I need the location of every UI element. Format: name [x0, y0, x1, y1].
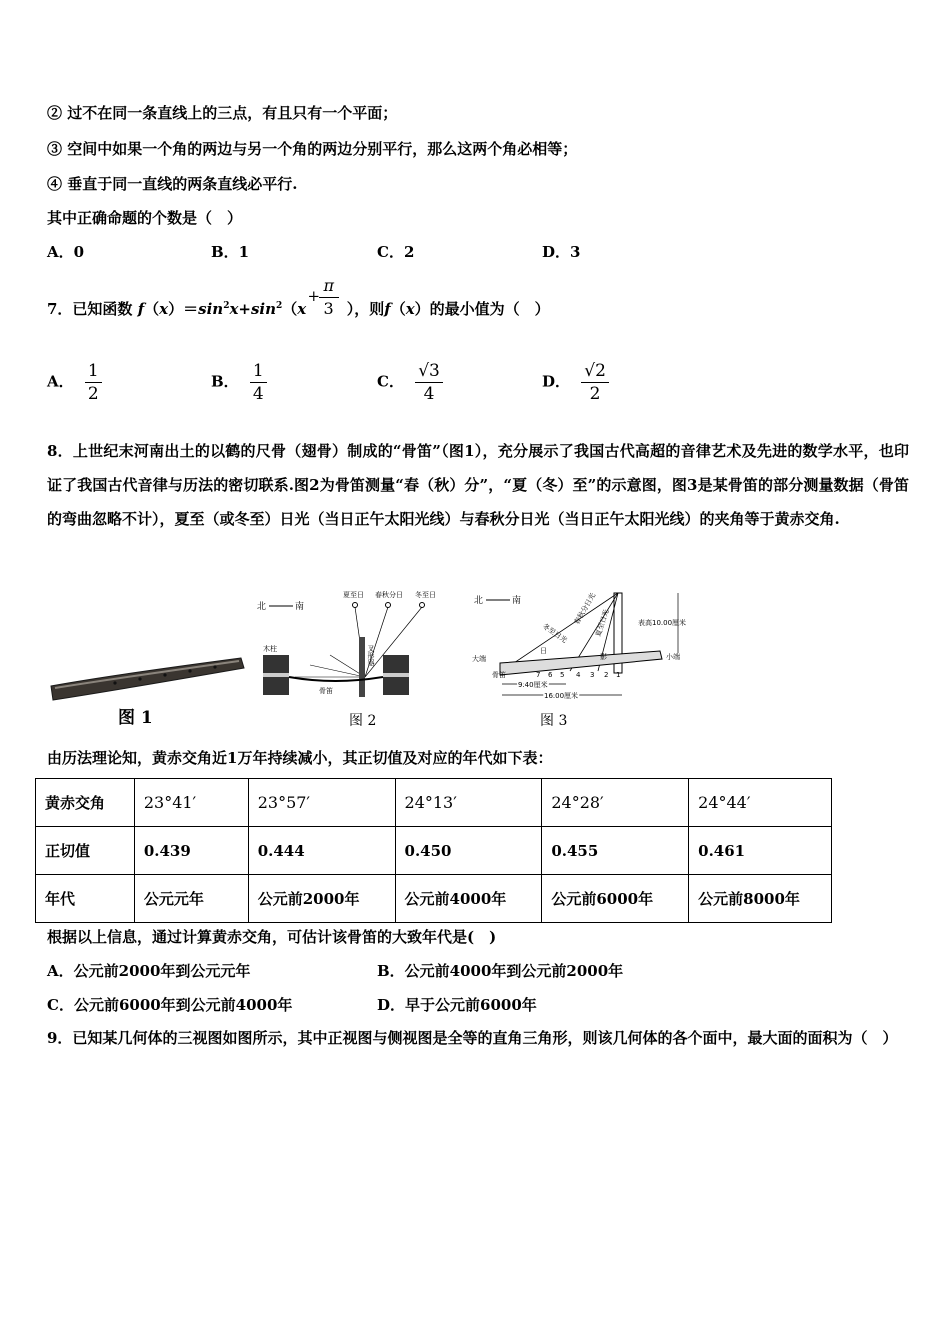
fig2-post-label: 木柱 — [263, 645, 277, 653]
row-header-angle: 黄赤交角 — [36, 779, 135, 827]
q7-option-c[interactable]: C． $\frac{√3}{4}$ — [377, 360, 443, 405]
angle-cell: 23°57′ — [248, 779, 395, 827]
q8-option-d[interactable]: D．早于公元前6000年 — [377, 996, 537, 1014]
era-cell: 公元前2000年 — [248, 875, 395, 923]
fig3-length-1: 9.40厘米 — [518, 681, 548, 689]
q7-option-a[interactable]: A． $\frac{1}{2}$ — [47, 360, 102, 405]
fraction: $\frac{√2}{2}$ — [581, 360, 609, 405]
fig3-equinox-light: 春秋分日光 — [572, 591, 598, 626]
table-row — [36, 779, 832, 827]
q8-option-a[interactable]: A．公元前2000年到公元元年 — [47, 962, 251, 980]
tangent-cell: 0.450 — [395, 827, 542, 875]
figure-3-diagram — [470, 585, 715, 700]
q8-option-b[interactable]: B．公元前4000年到公元前2000年 — [377, 962, 624, 980]
fig2-winter-label: 冬至日 — [415, 591, 436, 599]
fig3-hole-1: 1 — [616, 671, 621, 679]
fig2-south-label: 南 — [295, 602, 305, 612]
question-9-text: 9．已知某几何体的三视图如图所示，其中正视图与侧视图是全等的直角三角形，则该几何体的各个面中，最大面的面积为（ ） — [47, 1029, 898, 1047]
fig2-fork-label: 叉形器 — [367, 645, 375, 666]
fig3-hole-2: 2 — [604, 671, 609, 679]
ecliptic-table — [35, 778, 832, 923]
angle-cell: 24°44′ — [689, 779, 832, 827]
statement-3: ③ 空间中如果一个角的两边与另一个角的两边分别平行，那么这两个角必相等； — [47, 140, 578, 158]
fig3-height-label: 表高10.00厘米 — [638, 619, 687, 627]
fig3-south-label: 南 — [512, 596, 522, 606]
angle-cell: 24°13′ — [395, 779, 542, 827]
question-6-ask: 其中正确命题的个数是（ ） — [47, 209, 243, 227]
fraction: $\frac{1}{4}$ — [250, 360, 267, 405]
fraction: $\frac{√3}{4}$ — [415, 360, 443, 405]
fig3-hole-6: 6 — [548, 671, 553, 679]
fig2-equinox-sun — [386, 603, 391, 608]
figure-2-caption: 图 2 — [349, 713, 377, 729]
tangent-cell: 0.455 — [542, 827, 689, 875]
fig3-sun-label: 日 — [540, 647, 547, 655]
tangent-cell: 0.444 — [248, 827, 395, 875]
angle-cell: 24°28′ — [542, 779, 689, 827]
era-cell: 公元前6000年 — [542, 875, 689, 923]
q7-option-b[interactable]: B． $\frac{1}{4}$ — [211, 360, 267, 405]
fig3-north-label: 北 — [474, 596, 484, 606]
fig3-big-end-label: 大端 — [472, 655, 486, 663]
q6-option-d[interactable]: D．3 — [542, 243, 581, 261]
pi-over-3-fraction: + π 3 — [311, 298, 341, 314]
q7-option-d[interactable]: D． $\frac{√2}{2}$ — [542, 360, 609, 405]
q6-option-c[interactable]: C．2 — [377, 243, 415, 261]
tangent-cell: 0.461 — [689, 827, 832, 875]
figure-2-diagram — [255, 585, 450, 710]
question-8-text: 8．上世纪末河南出土的以鹤的尺骨（翅骨）制成的“骨笛”（图1），充分展示了我国古代高超的音律艺术及先进的数学水平，也印证了我国古代音律与历法的密切联系.图2为骨笛测量“春（秋）分”，“夏（冬）至”的示意图，图3是某骨笛的部分测量数据（骨笛的弯曲忽略不计），夏至（或冬至）日光（当日正午太阳光线）与春秋分日光（当日正午太阳光线）的夹角等于黄赤交角. — [47, 442, 909, 528]
fig3-winter-light: 冬至日光 — [540, 622, 569, 645]
q8-option-c[interactable]: C．公元前6000年到公元前4000年 — [47, 996, 293, 1014]
row-header-tangent: 正切值 — [36, 827, 135, 875]
fig3-small-end-label: 小端 — [666, 653, 680, 661]
fig2-summer-label: 夏至日 — [343, 591, 364, 599]
fig3-summer-light: 夏至日光 — [594, 608, 611, 638]
row-header-era: 年代 — [36, 875, 135, 923]
fig3-hole-5: 5 — [560, 671, 565, 679]
question-8-ask: 根据以上信息，通过计算黄赤交角，可估计该骨笛的大致年代是( ) — [47, 928, 497, 946]
era-cell: 公元元年 — [134, 875, 248, 923]
fig3-hole-7: 7 — [536, 671, 541, 679]
fig3-length-2: 16.00厘米 — [544, 692, 579, 700]
tangent-cell: 0.439 — [134, 827, 248, 875]
era-cell: 公元前4000年 — [395, 875, 542, 923]
figure-3-caption: 图 3 — [540, 713, 568, 729]
table-intro: 由历法理论知，黄赤交角近1万年持续减小，其正切值及对应的年代如下表： — [47, 749, 553, 767]
fig2-flute-label: 骨笛 — [319, 687, 333, 695]
fig2-equinox-label: 春秋分日 — [375, 591, 403, 599]
q6-option-a[interactable]: A．0 — [47, 243, 85, 261]
statement-4: ④ 垂直于同一直线的两条直线必平行. — [47, 175, 298, 193]
fraction: $\frac{1}{2}$ — [85, 360, 102, 405]
fig3-hole-4: 4 — [576, 671, 581, 679]
angle-cell: 23°41′ — [134, 779, 248, 827]
figure-1-caption: 图 1 — [118, 708, 153, 728]
era-cell: 公元前8000年 — [689, 875, 832, 923]
fig3-hole-3: 3 — [590, 671, 595, 679]
fig2-summer-sun — [353, 603, 358, 608]
table-row — [36, 875, 832, 923]
fig3-flute-label: 骨笛 — [492, 671, 506, 679]
statement-2: ② 过不在同一条直线上的三点，有且只有一个平面； — [47, 104, 398, 122]
fig3-shadow-label: 影 — [600, 653, 607, 661]
table-row — [36, 827, 832, 875]
fig2-north-label: 北 — [257, 602, 267, 612]
q6-option-b[interactable]: B．1 — [211, 243, 250, 261]
question-7: 7．已知函数 $f(x)=\sin^2x+\sin^2(x$ + π 3 ），则f（x）的最小值为（ ） — [47, 276, 550, 318]
fig2-winter-sun — [420, 603, 425, 608]
